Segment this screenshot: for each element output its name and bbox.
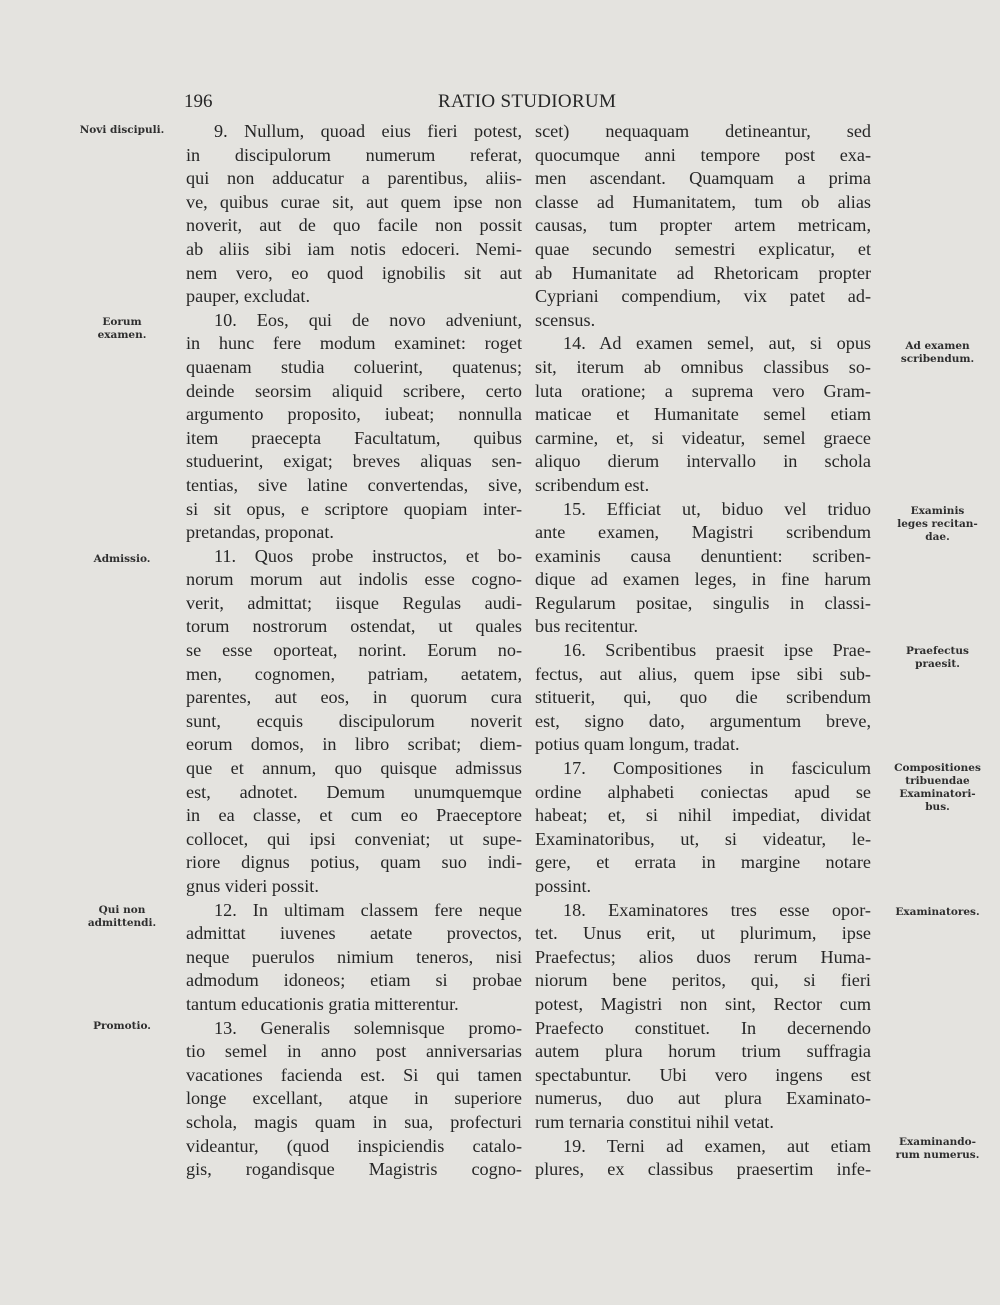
margin-note-ad-examen-scribendum (880, 340, 995, 366)
text-line: deinde seorsim aliquid scribere, certo (186, 380, 522, 401)
text-line: 17. Compositiones in fasciculum (563, 758, 871, 779)
text-line: scribendum est. (535, 474, 650, 495)
text-column-right (535, 120, 871, 1182)
text-line: ab Humanitate ad Rhetoricam propter (535, 262, 871, 283)
text-line: noverit, aut de quo facile non possit (186, 215, 522, 236)
text-line: in discipulorum numerum referat, (186, 144, 522, 165)
margin-note-novi-discipuli (62, 124, 182, 137)
margin-note-line: Ad examen (905, 340, 970, 352)
text-line: verit, admittat; iisque Regulas audi- (186, 592, 522, 613)
text-line: est, adnotet. Demum unumquemque (186, 781, 522, 802)
margin-note-promotio (62, 1020, 182, 1033)
margin-note-line: scribendum. (900, 353, 975, 365)
running-title: RATIO STUDIORUM (438, 91, 617, 112)
margin-note-line: admittendi. (87, 917, 157, 929)
margin-note-line: Novi discipuli. (79, 124, 165, 136)
text-line: aliquo dierum intervallo in schola (535, 451, 871, 472)
page-number: 196 (184, 91, 213, 112)
text-line: tet. Unus erit, ut plurimum, ipse (535, 923, 871, 944)
text-line: sit, iterum ab omnibus classibus so- (535, 356, 871, 377)
text-line: 16. Scribentibus praesit ipse Prae- (563, 640, 871, 661)
text-line: potius quam longum, tradat. (535, 734, 740, 755)
text-line: potest, Magistri non sint, Rector cum (535, 993, 871, 1014)
text-line: 12. In ultimam classem fere neque (214, 899, 522, 920)
text-line: 13. Generalis solemnisque promo- (214, 1017, 522, 1038)
text-line: sunt, ecquis discipulorum noverit (186, 710, 522, 731)
text-line: qui non adducatur a parentibus, aliis- (186, 168, 522, 189)
text-line: longe excellant, atque in superiore (186, 1088, 522, 1109)
text-line: videantur, (quod inspiciendis catalo- (186, 1135, 522, 1156)
text-line: nem vero, eo quod ignobilis sit aut (186, 262, 522, 283)
text-line: spectabuntur. Ubi vero ingens est (535, 1064, 871, 1085)
text-line: admodum idoneos; etiam si probae (186, 970, 522, 991)
text-line: in hunc fere modum examinet: roget (186, 333, 522, 354)
text-line: 10. Eos, qui de novo adveniunt, (214, 309, 522, 330)
text-line: Praefecto constituet. In decernendo (535, 1017, 871, 1038)
text-line: si sit opus, e scriptore quopiam inter- (186, 498, 522, 519)
margin-note-line: Examinatores. (895, 906, 980, 918)
text-line: bus recitentur. (535, 616, 639, 637)
text-line: tio semel in anno post anniversarias (186, 1041, 522, 1062)
text-line: parentes, aut eos, in quorum cura (186, 687, 522, 708)
text-line: scensus. (535, 309, 596, 330)
margin-note-eorum-examen (62, 316, 182, 342)
margin-note-line: examen. (97, 329, 147, 341)
text-line: fectus, aut alius, quem ipse sibi sub- (535, 663, 871, 684)
text-line: tantum educationis gratia mitterentur. (186, 993, 459, 1014)
text-line: classe ad Humanitatem, tum ob alias (535, 191, 871, 212)
margin-note-line: Examinando- (899, 1136, 976, 1148)
text-line: tentias, sive latine convertendas, sive, (186, 474, 522, 495)
text-line: est, signo dato, argumentum breve, (535, 710, 871, 731)
text-line: examinis causa denuntient: scriben- (535, 545, 871, 566)
margin-note-line: tribuendae (905, 775, 970, 787)
text-line: collocet, qui ipsi conveniat; ut supe- (186, 828, 522, 849)
text-line: scet) nequaquam detineantur, sed (535, 121, 871, 141)
text-line: 19. Terni ad examen, aut etiam (563, 1135, 871, 1156)
text-line: stituerit, qui, quo die scribendum (535, 687, 871, 708)
text-column-left (186, 120, 522, 1182)
text-line: men ascendant. Quamquam a prima (535, 168, 871, 189)
text-line: riore dignus potius, quam suo indi- (186, 852, 522, 873)
text-line: admittat iuvenes aetate provectos, (186, 923, 522, 944)
text-line: numerus, duo aut plura Examinato- (535, 1088, 871, 1109)
text-line: 15. Efficiat ut, biduo vel triduo (563, 498, 871, 519)
text-line: 11. Quos probe instructos, et bo- (214, 545, 522, 566)
text-line: quocumque anni tempore post exa- (535, 144, 871, 165)
text-line: rum ternaria constitui nihil vetat. (535, 1111, 774, 1132)
text-line: causas, tum propter artem metricam, (535, 215, 871, 236)
text-line: dique ad examen leges, in fine harum (535, 569, 871, 590)
text-line: Regularum positae, singulis in classi- (535, 592, 871, 613)
margin-note-line: Admissio. (93, 553, 151, 565)
margin-note-line: Promotio. (93, 1020, 151, 1032)
text-line: pauper, excludat. (186, 286, 310, 307)
margin-note-line: Examinatori- (899, 788, 976, 800)
text-line: Cypriani compendium, vix patet ad- (535, 286, 871, 307)
margin-note-line: Qui non (98, 904, 146, 916)
margin-note-line: leges recitan- (897, 518, 978, 530)
text-line: studuerint, exigat; breves aliquas sen- (186, 451, 522, 472)
text-line: argumento proposito, iubeat; nonnulla (186, 404, 522, 425)
text-line: gere, et errata in margine notare (535, 852, 871, 873)
text-line: se esse oporteat, norint. Eorum no- (186, 640, 522, 661)
margin-note-praefectus-praesit (880, 645, 995, 671)
text-line: ve, quibus curae sit, aut quem ipse non (186, 191, 522, 212)
text-line: Examinatoribus, ut, si videatur, le- (535, 828, 871, 849)
text-line: eorum domos, in libro scribat; diem- (186, 734, 522, 755)
text-line: men, cognomen, patriam, aetatem, (186, 663, 522, 684)
text-line: habeat; et, si nihil impediat, dividat (535, 805, 871, 826)
text-line: carmine, et, si videatur, semel graece (535, 427, 871, 448)
margin-note-line: bus. (925, 801, 950, 813)
text-line: pretandas, proponat. (186, 522, 334, 543)
text-line: que et annum, quo quisque admissus (186, 758, 522, 779)
text-line: item praecepta Facultatum, quibus (186, 427, 522, 448)
text-line: maticae et Humanitate semel etiam (535, 404, 871, 425)
text-line: quae secundo semestri explicatur, et (535, 238, 871, 259)
page-header (0, 91, 1000, 117)
text-line: torum nostrorum ostendat, ut quales (186, 616, 522, 637)
text-line: ante examen, Magistri scribendum (535, 522, 871, 543)
text-line: possint. (535, 876, 592, 896)
margin-note-examinatores (880, 906, 995, 919)
text-line: norum morum aut indolis esse cogno- (186, 569, 522, 590)
margin-note-examinandorum-numerus (880, 1136, 995, 1162)
margin-note-line: Examinis (910, 505, 965, 517)
margin-note-line: rum numerus. (895, 1149, 980, 1161)
margin-note-qui-non-admittendi (62, 904, 182, 930)
margin-note-line: Eorum (102, 316, 142, 328)
text-line: gis, rogandisque Magistris cogno- (186, 1159, 522, 1180)
text-line: 18. Examinatores tres esse opor- (563, 899, 871, 920)
margin-note-examinis-leges (880, 505, 995, 544)
text-line: plures, ex classibus praesertim infe- (535, 1159, 871, 1180)
text-line: ab aliis sibi iam notis edoceri. Nemi- (186, 238, 522, 259)
text-line: gnus videri possit. (186, 876, 319, 896)
margin-note-admissio (62, 553, 182, 566)
margin-note-compositiones (880, 762, 995, 814)
text-line: vacationes facienda est. Si qui tamen (186, 1064, 522, 1085)
text-line: schola, magis quam in sua, profecturi (186, 1111, 522, 1132)
text-line: quaenam studia coluerint, quatenus; (186, 356, 522, 377)
text-line: Praefectus; alios duos rerum Huma- (535, 946, 871, 967)
text-line: autem plura horum trium suffragia (535, 1041, 871, 1062)
margin-note-line: praesit. (915, 658, 960, 670)
text-line: neque puerulos nimium teneros, nisi (186, 946, 522, 967)
margin-note-line: Praefectus (906, 645, 969, 657)
text-line: 9. Nullum, quoad eius fieri potest, (214, 121, 522, 141)
text-line: ordine alphabeti coniectas apud se (535, 781, 871, 802)
text-line: in ea classe, et cum eo Praeceptore (186, 805, 522, 826)
margin-note-line: Compositiones (894, 762, 981, 774)
text-line: niorum bene peritos, qui, si fieri (535, 970, 871, 991)
text-line: 14. Ad examen semel, aut, si opus (563, 333, 871, 354)
margin-note-line: dae. (925, 531, 950, 543)
text-line: luta oratione; a suprema vero Gram- (535, 380, 871, 401)
